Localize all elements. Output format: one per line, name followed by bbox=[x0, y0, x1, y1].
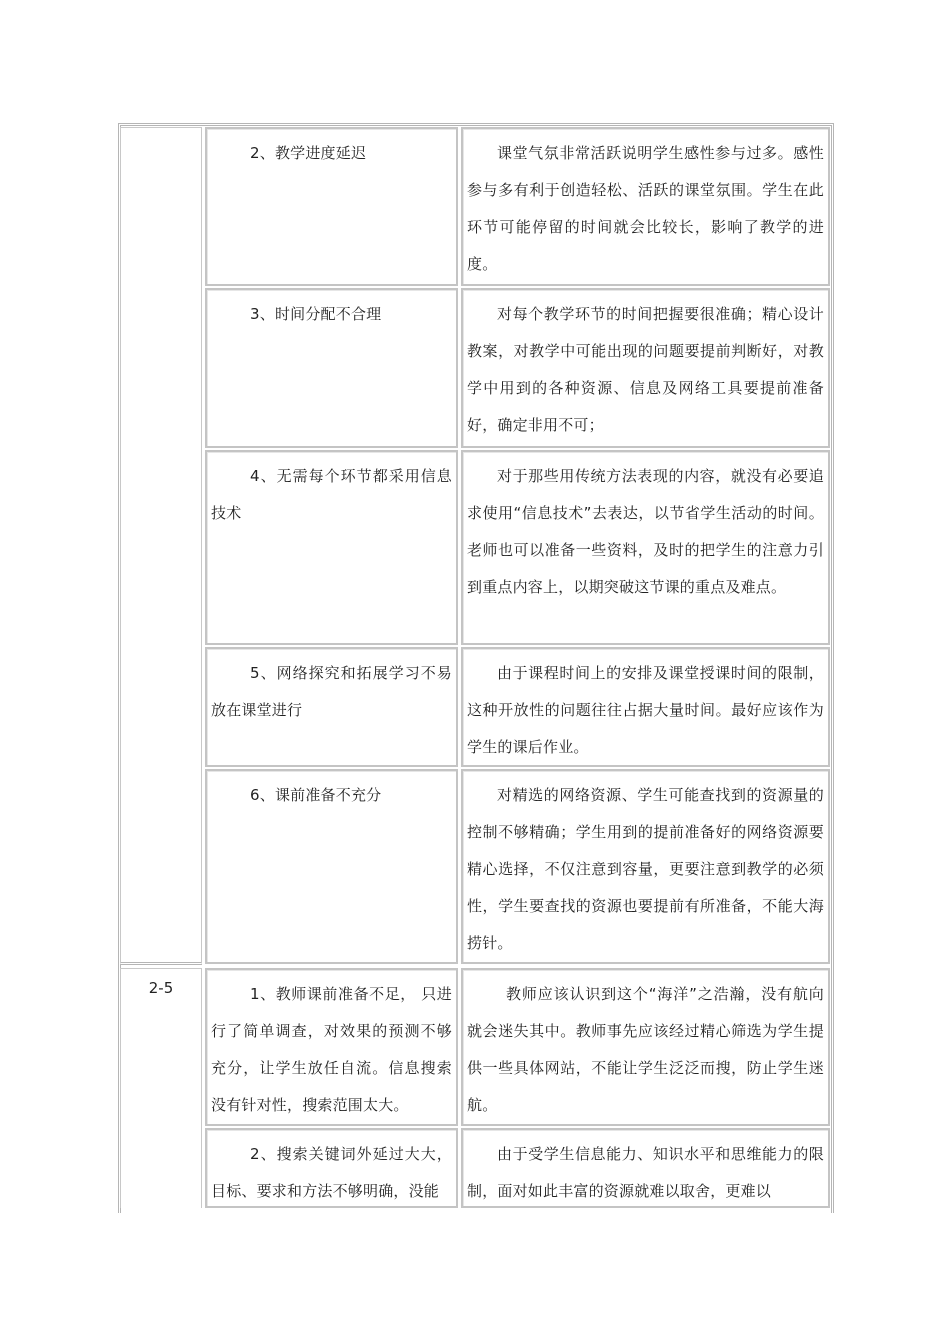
problem-cell bbox=[205, 968, 458, 1126]
solution-text: 对精选的网络资源、学生可能查找到的资源量的控制不够精确；学生用到的提前准备好的网络资源要精心选择，不仅注意到容量，更要注意到教学的必须性，学生要查找的资源也要提前有所准备，不能大海捞针。 bbox=[467, 786, 824, 952]
problem-cell bbox=[205, 450, 458, 645]
solution-cell bbox=[461, 769, 830, 964]
solution-text: 由于受学生信息能力、知识水平和思维能力的限制，面对如此丰富的资源就难以取舍，更难以 bbox=[467, 1145, 824, 1200]
problem-cell bbox=[205, 769, 458, 964]
problem-cell bbox=[205, 1128, 458, 1208]
problem-text: 6、课前准备不充分 bbox=[250, 786, 382, 804]
solution-cell bbox=[461, 288, 830, 448]
solution-text: 对每个教学环节的时间把握要很准确；精心设计教案，对教学中可能出现的问题要提前判断好，对教学中用到的各种资源、信息及网络工具要提前准备好，确定非用不可； bbox=[467, 305, 824, 434]
solution-text: 由于课程时间上的安排及课堂授课时间的限制，这种开放性的问题往往占据大量时间。最好应该作为学生的课后作业。 bbox=[467, 664, 824, 756]
problem-text: 1、教师课前准备不足， 只进行了简单调查，对效果的预测不够充分，让学生放任自流。信息搜索没有针对性，搜索范围太大。 bbox=[211, 985, 452, 1114]
solution-cell bbox=[461, 450, 830, 645]
solution-cell bbox=[461, 968, 830, 1126]
group-cell bbox=[120, 968, 202, 1208]
solution-text: 课堂气氛非常活跃说明学生感性参与过多。感性参与多有利于创造轻松、活跃的课堂氛围。学生在此环节可能停留的时间就会比较长，影响了教学的进度。 bbox=[467, 144, 824, 273]
solution-cell bbox=[461, 647, 830, 767]
problem-text: 2、教学进度延迟 bbox=[250, 144, 367, 162]
group-cell bbox=[120, 127, 202, 965]
problem-cell bbox=[205, 127, 458, 286]
problem-text: 2、搜索关键词外延过大大，目标、要求和方法不够明确，没能 bbox=[211, 1145, 452, 1200]
problem-text: 5、网络探究和拓展学习不易放在课堂进行 bbox=[211, 664, 452, 719]
problem-text: 4、无需每个环节都采用信息技术 bbox=[211, 467, 452, 522]
solution-cell bbox=[461, 1128, 830, 1208]
solution-cell bbox=[461, 127, 830, 286]
group-label: 2-5 bbox=[148, 979, 174, 997]
problem-cell bbox=[205, 647, 458, 767]
problem-cell bbox=[205, 288, 458, 448]
solution-text: 对于那些用传统方法表现的内容，就没有必要追求使用“信息技术”去表达，以节省学生活动的时间。老师也可以准备一些资料，及时的把学生的注意力引到重点内容上，以期突破这节课的重点及难点。 bbox=[467, 467, 824, 596]
problem-text: 3、时间分配不合理 bbox=[250, 305, 382, 323]
solution-text: 教师应该认识到这个“海洋”之浩瀚，没有航向就会迷失其中。教师事先应该经过精心筛选为学生提供一些具体网站，不能让学生泛泛而搜，防止学生迷航。 bbox=[467, 985, 824, 1114]
